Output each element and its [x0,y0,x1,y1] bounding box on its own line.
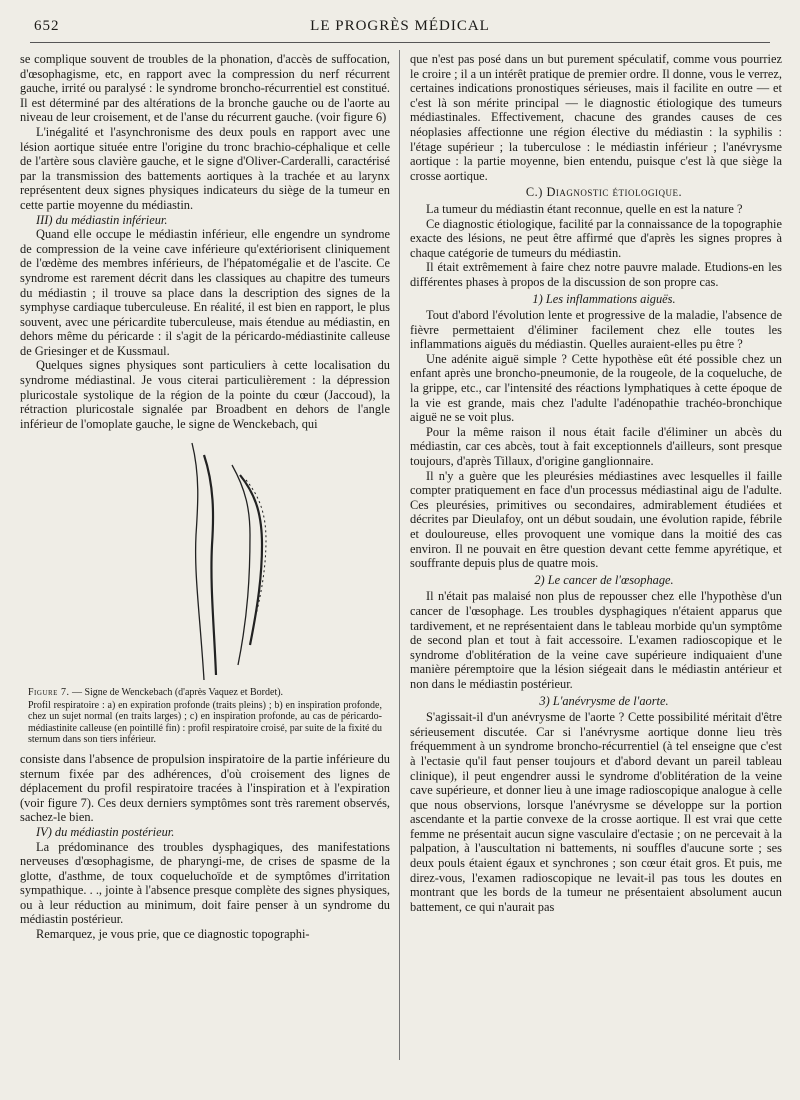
figure-title: — Signe de Wenckebach (d'après Vaquez et Bordet). [71,687,284,699]
section-heading: C.) Diagnostic étiologique. [525,185,683,200]
page-header [34,18,766,40]
paragraph: Pour la même raison il nous était facile d'éliminer un abcès du médiastin, car ces abcès, tout à fait exceptionnels d'ailleurs, sont presque toujours, d'après Tillaux, d'origine ganglionnaire. [410,424,782,469]
column-divider [399,50,400,1060]
right-column [410,52,782,914]
paragraph: Il n'était pas malaisé non plus de repousser chez elle l'hypothèse d'un cancer de l'œsophage. Les troubles dysphagiques n'étaient apparus que tardivement, et ne représentaient dans le tableau morbide qu'un symptôme de second plan et tout à fait accessoire. L'examen radioscopique et le syndrome d'oblitération de la veine cave supérieure indiquaient d'une manière péremptoire que la lésion siégeait dans le médiastin antérieur et non dans le médiastin postérieur. [410,589,782,691]
subheading: IV) du médiastin postérieur. [36,824,175,839]
subheading: III) du médiastin inférieur. [36,212,168,227]
figure-caption-text: Profil respiratoire : a) en expiration profonde (traits pleins) ; b) en inspiration profonde, chez un sujet normal (en traits larges) ; c) en inspiration profonde, au cas de péricardo-médiastinite calleuse (en pointillé fin) : profil respiratoire croisé, par suite de la fixité du sternum dans son tiers inférieur. [28,699,382,746]
paragraph: Quand elle occupe le médiastin inférieur, elle engendre un syndrome de compression de la veine cave inférieure qu'extériorisent cliniquement de l'œdème des membres inférieurs, de l'hépatomégalie et de l'ascite. Ce syndrome est rarement décrit dans les classiques au chapitre des tumeurs du médiastin ; il trouve sa place dans la description des signes de la symphyse cardiaque tuberculeuse. En réalité, il est bien en rapport, le plus souvent, avec une péricardite tuberculeuse, mais étendue au médiastin, en dehors même du péricarde : il s'agit de la péricardo-médiastinite calleuse de Griesinger et de Kussmaul. [20,227,390,358]
paragraph: se complique souvent de troubles de la phonation, d'accès de suffocation, d'œsophagisme, etc, en rapport avec la compression du nerf récurrent gauche, irrité ou paralysé : le syndrome broncho-récurrentiel est constitué. Il est déterminé par des altérations de la bronche gauche ou de l'aorte au niveau de leur croisement, et de l'anse du récurrent gauche. (voir figure 6) [20,52,390,125]
subheading: 1) Les inflammations aiguës. [532,291,676,306]
paragraph: Remarquez, je vous prie, que ce diagnostic topographi- [36,927,310,942]
journal-title: LE PROGRÈS MÉDICAL [310,18,490,34]
paragraph: Il était extrêmement à faire chez notre pauvre malade. Etudions-en les différentes phases à propos de la discussion de son propre cas. [410,260,782,289]
paragraph: Tout d'abord l'évolution lente et progressive de la maladie, l'absence de fièvre permettaient d'éliminer facilement chez elle toutes les inflammations aiguës du médiastin. Quelles auraient-elles pu être ? [410,308,782,352]
page-number: 652 [34,18,60,34]
left-column [20,52,390,942]
paragraph: Quelques signes physiques sont particuliers à cette localisation du syndrome médiastinal. Je vous citerai particulièrement : la dépression pluricostale systolique de la région de la pointe du cœur (Jaccoud), la rétraction pluricostale signalée par Broadbent en dehors de l'angle inférieur de l'omoplate gauche, le signe de Wenckebach, qui [20,358,390,431]
paragraph: Il n'y a guère que les pleurésies médiastines avec lesquelles il faille compter pratiquement en face d'un processus médiastinal aigu de l'adulte. Ces pleurésies, primitives ou secondaires, admirablement étudiées et décrites par Dieulafoy, ont un début soudain, une évolution rapide, fébrile et douloureuse, elles provoquent une vomique dans la moitié des cas environ. Il ne pouvait en être question devant cette femme apyrétique, et souffrante depuis plus de quatre mois. [410,468,782,571]
paragraph: La prédominance des troubles dysphagiques, des manifestations nerveuses d'œsophagisme, de pharyngi-me, de crises de spasme de la glotte, d'asthme, de toux coqueluchoïde et de symptômes d'irritation sympathique. . ., jointe à l'absence presque complète des signes physiques, ou à leur réduction au minimum, doit faire penser à un syndrome du médiastin postérieur. [20,839,390,927]
paragraph: L'inégalité et l'asynchronisme des deux pouls en rapport avec une lésion aortique située entre l'origine du tronc brachio-céphalique et celle de l'artère sous clavière gauche, et le signe d'Oliver-Carderalli, caractérisé par la transmission des battements aortiques à la trachée et au larynx représentent deux signes physiques indicateurs du siège de la tumeur en cette partie moyenne du médiastin. [20,124,390,212]
paragraph: que n'est pas posé dans un but purement spéculatif, comme vous pourriez le croire ; il a un intérêt pratique de premier ordre. Il donne, vous le verrez, certaines indications pronostiques sérieuses, mais il facilite en outre — et c'est là son mérite principal — le diagnostic étiologique des tumeurs médiastinales. Effectivement, chacune des grandes causes de ces néoplasies affectionne une région élective du médiastin : la syphilis : l'étage supérieur ; la tuberculose : le médiastin inférieur ; l'anévrysme aortique : la partie moyenne, bien entendu, puisque c'est là que siège la crosse aortique. [410,52,782,183]
figure-7 [20,435,390,685]
header-rule [30,42,770,43]
paragraph: Ce diagnostic étiologique, facilité par la connaissance de la topographie exacte des lésions, ne peut être affirmé que d'après les signes propres à chaque catégorie de tumeurs du médiastin. [410,216,782,260]
respiratory-profile-drawing [170,435,290,685]
figure-label: Figure 7. [28,687,70,699]
paragraph: consiste dans l'absence de propulsion inspiratoire de la partie inférieure du sternum fixée par des adhérences, d'où croisement des lignes de déplacement du profil respiratoire tracées à l'inspiration et à l'expiration (voir figure 7). Ces deux derniers symptômes sont très rarement observés, sachez-le bien. [20,751,390,825]
paragraph: S'agissait-il d'un anévrysme de l'aorte ? Cette possibilité méritait d'être sérieusement discutée. Car si l'anévrysme aortique donne lieu très fréquemment à un syndrome broncho-récurrentiel (à tel enseigne que c'est à l'ectasie qu'il faut penser toujours et d'abord devant un pareil tableau clinique), il peut engendrer aussi le syndrome d'oblitération de la veine cave supérieure, et donner lieu à une image radioscopique analogue à celle que nous observions, lorsque l'anévrysme se développe sur la portion ascendante et la partie convexe de la crosse aortique. Il est vrai que cette femme ne présentait aucun signe vasculaire d'ectasie ; on ne percevait à la palpation, à l'auscultation ni battements, ni souffles d'aucune sorte ; ses deux pouls étaient égaux et synchrones ; son cœur était gros. Et puis, me direz-vous, l'examen radioscopique ne levait-il pas tous les doutes en montrant que les bords de la tumeur ne présentaient absolument aucun battement, ce qui n'aurait pas [410,710,782,914]
paragraph: Une adénite aiguë simple ? Cette hypothèse eût été possible chez un enfant après une broncho-pneumonie, de la rougeole, de la coqueluche, de la grippe, etc., car l'intensité des réactions lymphatiques à cette époque de la vie est grande, mais chez l'adulte l'adénopathie trachéo-bronchique aiguë ne se voit plus. [410,351,782,425]
paragraph: La tumeur du médiastin étant reconnue, quelle en est la nature ? [426,201,743,216]
subheading: 2) Le cancer de l'œsophage. [534,572,674,587]
figure-caption [28,687,382,746]
subheading: 3) L'anévrysme de l'aorte. [539,693,669,708]
